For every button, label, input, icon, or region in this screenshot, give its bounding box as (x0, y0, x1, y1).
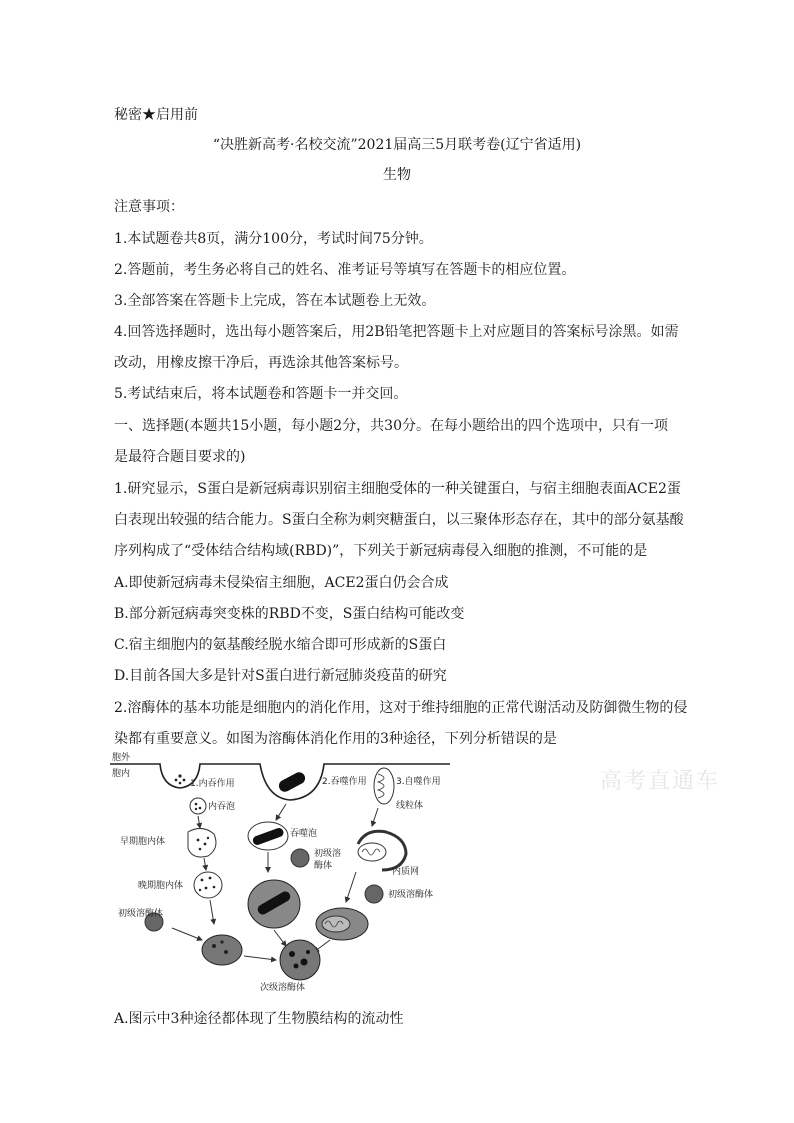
label-outside: 胞外 (112, 753, 131, 763)
label-primary-lysosome-left: 初级溶酶体 (118, 909, 164, 919)
subject-title: 生物 (383, 167, 411, 183)
secondary-lysosome (280, 940, 320, 980)
label-pathway-2: 2.吞噬作用 (322, 777, 367, 787)
section-heading-cont: 是最符合题目要求的) (114, 449, 246, 465)
label-inside: 胞内 (112, 769, 131, 779)
early-endosome (188, 828, 216, 857)
label-primary-lysosome-right: 初级溶酶体 (388, 890, 434, 900)
endocytosed-particles (178, 774, 181, 777)
notes-heading: 注意事项： (114, 199, 184, 215)
label-mitochondrion: 线粒体 (396, 801, 424, 811)
note-item: 3.全部答案在答题卡上完成，答在本试题卷上无效。 (114, 293, 436, 309)
note-item: 改动，用橡皮擦干净后，再选涂其他答案标号。 (114, 355, 408, 371)
primary-lysosome-right (365, 885, 383, 903)
label-early-endosome: 早期胞内体 (120, 837, 166, 847)
note-item: 4.回答选择题时，选出每小题答案后，用2B铅笔把答题卡上对应题目的答案标号涂黑。如需 (114, 324, 679, 340)
q1-option-a: A.即使新冠病毒未侵染宿主细胞，ACE2蛋白仍会合成 (114, 575, 449, 591)
section-heading: 一、选择题(本题共15小题，每小题2分，共30分。在每小题给出的四个选项中，只有一项 (114, 418, 668, 434)
label-pathway-3: 3.自噬作用 (396, 777, 441, 787)
q1-stem: 1.研究显示，S蛋白是新冠病毒识别宿主细胞受体的一种关键蛋白，与宿主细胞表面ACE2蛋 (114, 481, 681, 497)
label-pathway-1: 1.内吞作用 (190, 779, 235, 789)
q1-stem: 白表现出较强的结合能力。S蛋白全称为刺突糖蛋白，以三聚体形态存在，其中的部分氨基酸 (114, 512, 684, 528)
note-item: 2.答题前，考生务必将自己的姓名、准考证号等填写在答题卡的相应位置。 (114, 262, 576, 278)
late-endosome (194, 872, 222, 898)
q2-option-a: A.图示中3种途径都体现了生物膜结构的流动性 (114, 1011, 404, 1027)
watermark: 高考直通车 (600, 769, 721, 794)
q1-option-c: C.宿主细胞内的氨基酸经脱水缩合即可形成新的S蛋白 (114, 637, 447, 653)
q2-stem: 2.溶酶体的基本功能是细胞内的消化作用，这对于维持细胞的正常代谢活动及防御微生物的侵 (114, 700, 688, 716)
label-secondary-lysosome: 次级溶酶体 (260, 983, 306, 992)
label-primary-lysosome-mid-2: 酶体 (314, 861, 333, 871)
primary-lysosome-mid (291, 849, 309, 867)
q2-stem: 染都有重要意义。如图为溶酶体消化作用的3种途径，下列分析错误的是 (114, 731, 557, 747)
lysosome-pathway-figure (110, 752, 450, 992)
exam-title: “决胜新高考·名校交流”2021届高三5月联考卷(辽宁省适用) (212, 137, 582, 153)
header-secret: 秘密★启用前 (114, 107, 198, 123)
note-item: 1.本试题卷共8页，满分100分，考试时间75分钟。 (114, 231, 433, 247)
q1-stem: 序列构成了“受体结合结构域(RBD)”，下列关于新冠病毒侵入细胞的推测，不可能的是 (114, 543, 648, 559)
q1-option-b: B.部分新冠病毒突变株的RBD不变，S蛋白结构可能改变 (114, 606, 465, 622)
endocytic-vesicle (190, 798, 206, 814)
note-item: 5.考试结束后，将本试题卷和答题卡一并交回。 (114, 386, 408, 402)
label-phagosome: 吞噬泡 (290, 829, 318, 839)
label-late-endosome: 晚期胞内体 (138, 881, 184, 891)
label-endocytic-vesicle: 内吞泡 (208, 802, 236, 812)
q1-option-d: D.目前各国大多是针对S蛋白进行新冠肺炎疫苗的研究 (114, 668, 447, 684)
label-er: 内质网 (392, 867, 420, 877)
bacterium (277, 770, 307, 794)
fusing-lysosome-1 (202, 935, 242, 965)
label-primary-lysosome-mid-1: 初级溶 (314, 849, 342, 859)
